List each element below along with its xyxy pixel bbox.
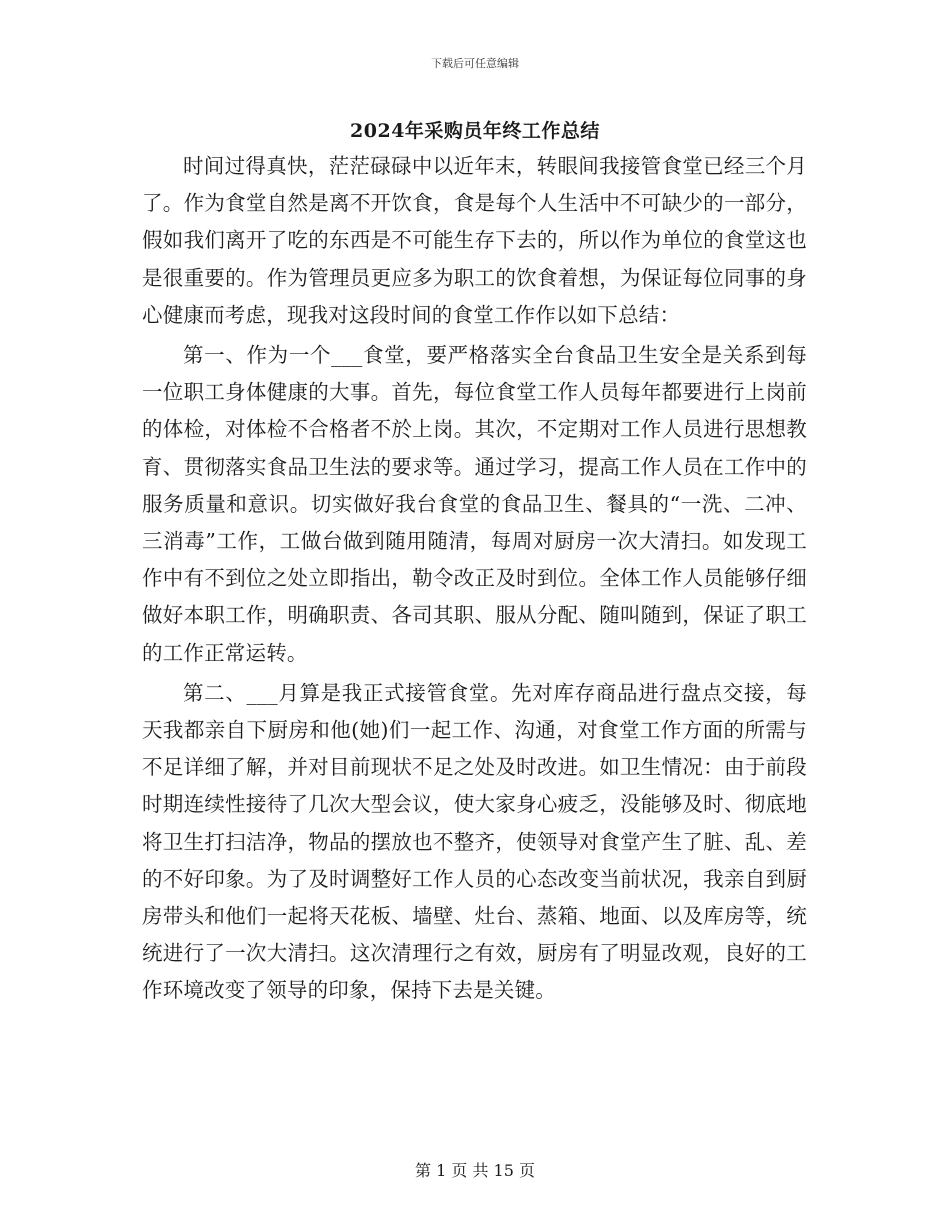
paragraph-second-point: 第二、___月算是我正式接管食堂。先对库存商品进行盘点交接，每天我都亲自下厨房和他(她)们一起工作、沟通，对食堂工作方面的所需与不足详细了解，并对目前现状不足之处及时改进。如卫生情况：由于前段时期连续性接待了几次大型会议，使大家身心疲乏，没能够及时、彻底地将卫生打扫洁净，物品的摆放也不整齐，使领导对食堂产生了脏、乱、差的不好印象。为了及时调整好工作人员的心态改变当前状况，我亲自到厨房带头和他们一起将天花板、墙壁、灶台、蒸箱、地面、以及库房等，统统进行了一次大清扫。这次清理行之有效，厨房有了明显改观，良好的工作环境改变了领导的印象，保持下去是关键。	[142, 680, 807, 1003]
document-body	[142, 148, 807, 1013]
header-note: 下载后可任意编辑	[431, 57, 519, 70]
document-title: 2024年采购员年终工作总结	[350, 120, 600, 142]
page-number: 第 1 页 共 15 页	[415, 1161, 535, 1180]
paragraph-intro: 时间过得真快，茫茫碌碌中以近年末，转眼间我接管食堂已经三个月了。作为食堂自然是离不开饮食，食是每个人生活中不可缺少的一部分，假如我们离开了吃的东西是不可能生存下去的，所以作为单位的食堂这也是很重要的。作为管理员更应多为职工的饮食着想，为保证每位同事的身心健康而考虑，现我对这段时间的食堂工作作以如下总结：	[142, 154, 807, 327]
paragraph-first-point: 第一、作为一个___食堂，要严格落实全台食品卫生安全是关系到每一位职工身体健康的大事。首先，每位食堂工作人员每年都要进行上岗前的体检，对体检不合格者不於上岗。其次，不定期对工作人员进行思想教育、贯彻落实食品卫生法的要求等。通过学习，提高工作人员在工作中的服务质量和意识。切实做好我台食堂的食品卫生、餐具的“一洗、二冲、三消毒”工作，工做台做到随用随清，每周对厨房一次大清扫。如发现工作中有不到位之处立即指出，勒令改正及时到位。全体工作人员能够仔细做好本职工作，明确职责、各司其职、服从分配、随叫随到，保证了职工的工作正常运转。	[142, 343, 807, 665]
